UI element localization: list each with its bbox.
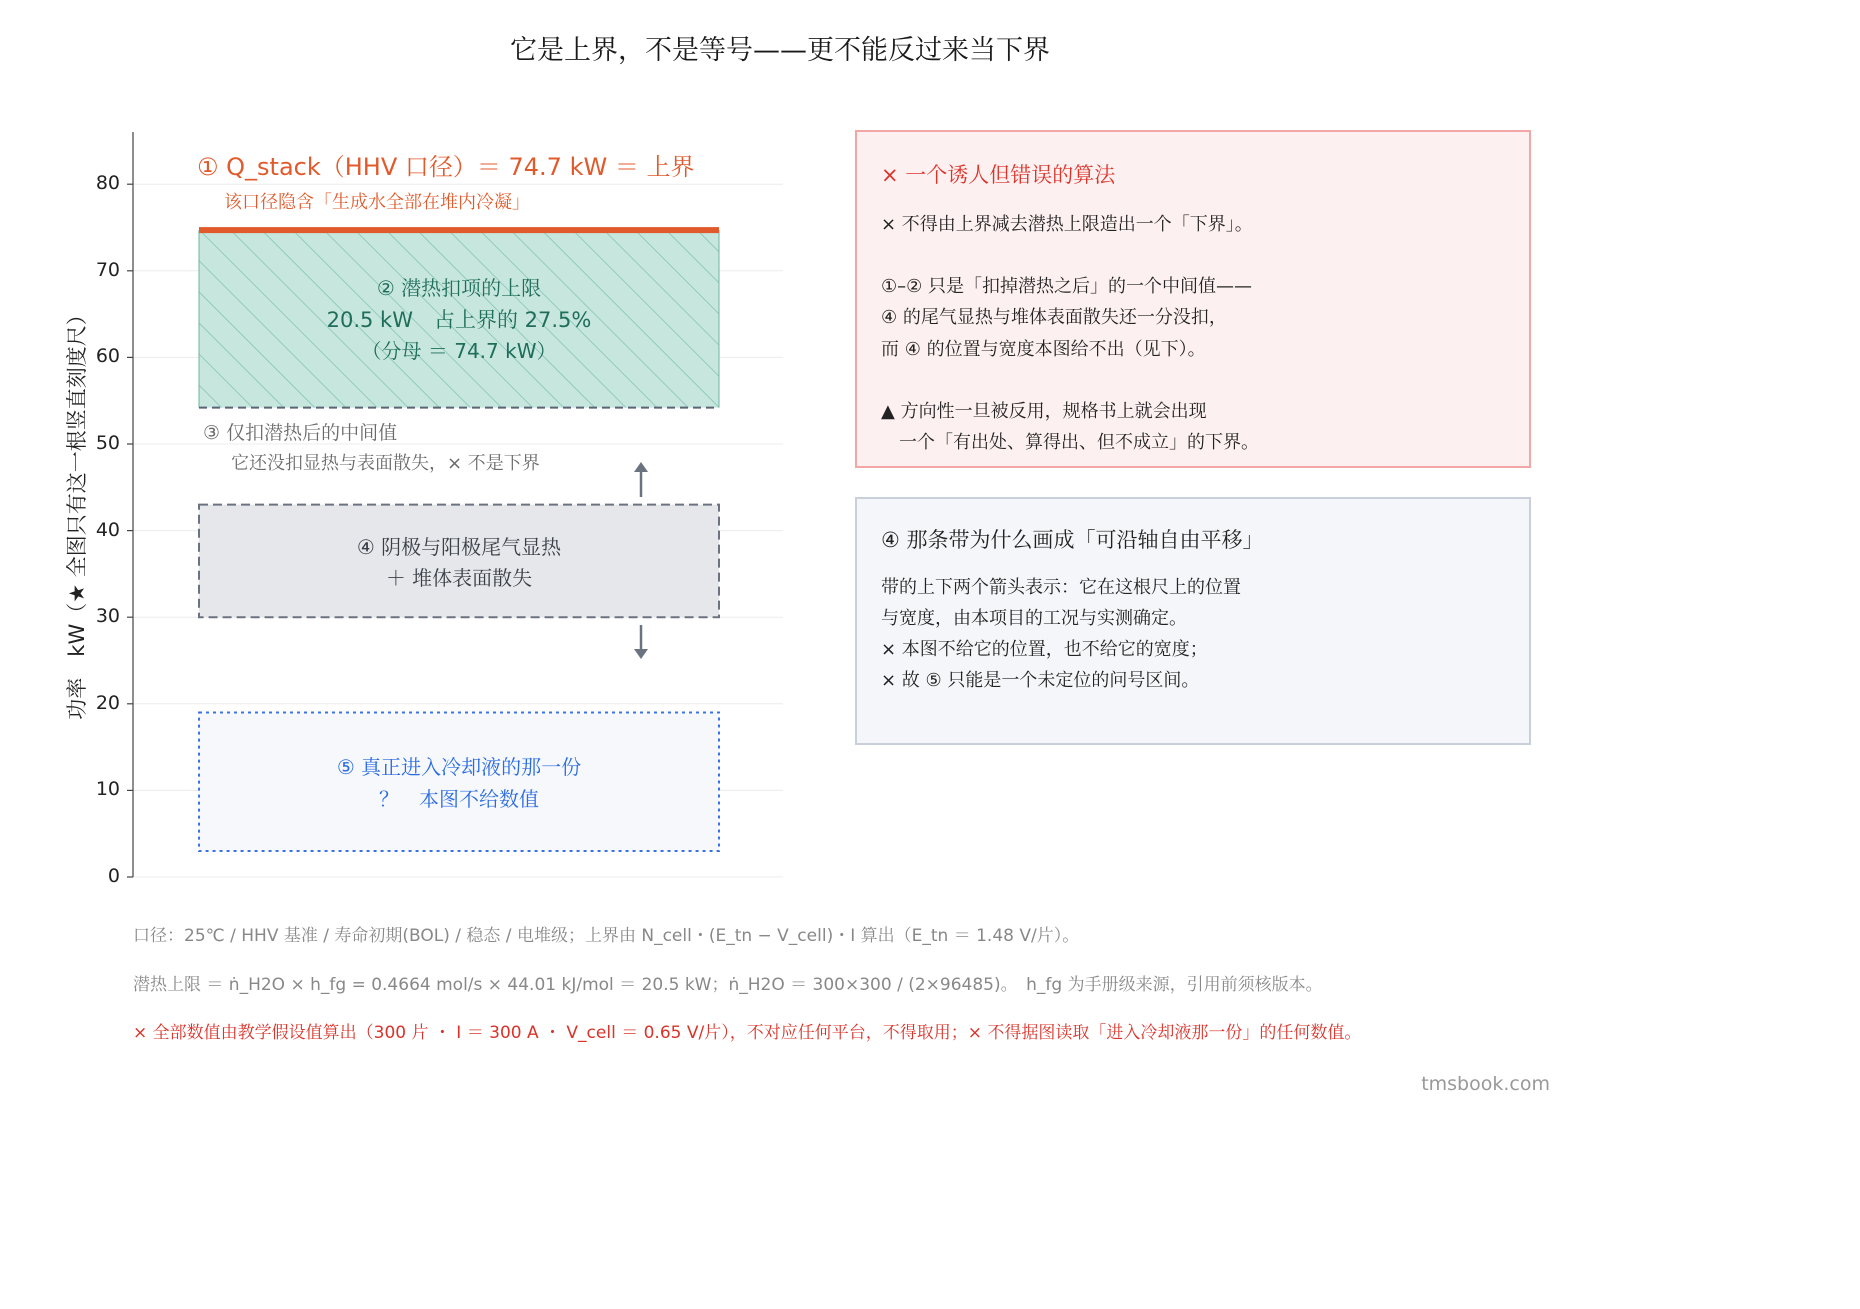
page-title: 它是上界，不是等号——更不能反过来当下界 [510, 35, 1050, 66]
y-tick-label: 30 [95, 605, 120, 628]
upper-bound-bar [199, 227, 719, 233]
warning-line-8: 一个「有出处、算得出、但不成立」的下界。 [881, 432, 1259, 453]
warning-line-4: ④ 的尾气显热与堆体表面散失还一分没扣， [881, 307, 1227, 328]
floating-band [199, 505, 719, 618]
arrow-down-icon [634, 625, 648, 659]
warning-panel-heading: × 一个诱人但错误的算法 [881, 163, 1116, 187]
latent-label-line1: ② 潜热扣项的上限 [376, 276, 542, 300]
y-tick-label: 50 [95, 432, 120, 454]
explanation-line-3: × 本图不给它的位置，也不给它的宽度； [881, 639, 1208, 660]
coolant-label-line1: ⑤ 真正进入冷却液的那一份 [336, 755, 582, 779]
coolant-band [199, 712, 719, 851]
explanation-line-1: 带的上下两个箭头表示：它在这根尺上的位置 [881, 577, 1241, 598]
footer-warning: × 全部数值由教学假设值算出（300 片 ・ I ＝ 300 A ・ V_cell ＝ 0.65 V/片），不对应任何平台，不得取用；× 不得据图读取「进入冷却液那一份」的任何数值。 [133, 1023, 1362, 1043]
y-axis-label: 功率 kW（★ 全图只有这一根竖直刻度尺） [65, 304, 89, 720]
y-tick-label: 60 [95, 345, 120, 368]
latent-label-line2: 20.5 kW 占上界的 27.5% [326, 308, 592, 332]
intermediate-label: ③ 仅扣潜热后的中间值 [203, 422, 398, 444]
warning-line-3: ①–② 只是「扣掉潜热之后」的一个中间值—— [881, 276, 1252, 297]
y-tick-label: 80 [95, 172, 120, 195]
coolant-label-line2: ？ 本图不给数值 [379, 787, 539, 811]
floating-label-line1: ④ 阴极与阳极尾气显热 [356, 535, 562, 559]
warning-line-5: 而 ④ 的位置与宽度本图给不出（见下）。 [881, 339, 1206, 360]
y-tick-label: 0 [107, 865, 120, 887]
floating-label-line2: ＋ 堆体表面散失 [385, 566, 533, 590]
latent-label-line3: （分母 ＝ 74.7 kW） [361, 339, 557, 363]
y-tick-label: 20 [95, 691, 120, 714]
explanation-line-2: 与宽度，由本项目的工况与实测确定。 [881, 608, 1187, 629]
explanation-line-4: × 故 ⑤ 只能是一个未定位的问号区间。 [881, 670, 1200, 691]
upper-bound-sublabel: 该口径隐含「生成水全部在堆内冷凝」 [224, 192, 530, 213]
y-tick-marks [127, 184, 133, 877]
y-tick-label: 70 [95, 258, 120, 281]
footer-note-2: 潜热上限 ＝ ṅ_H2O × h_fg = 0.4664 mol/s × 44.01 kJ/mol ＝ 20.5 kW；ṅ_H2O ＝ 300×300 / (2×96485)。 h_fg 为手册级来源，引用前须核版本。 [133, 975, 1323, 995]
warning-panel [855, 130, 1531, 468]
footer-note-1: 口径：25℃ / HHV 基准 / 寿命初期(BOL) / 稳态 / 电堆级；上界由 N_cell・(E_tn − V_cell)・I 算出（E_tn ＝ 1.48 V/片）。 [133, 926, 1080, 946]
warning-line-7: ▲ 方向性一旦被反用，规格书上就会出现 [881, 401, 1207, 422]
explanation-panel [855, 497, 1531, 745]
upper-bound-label: ① Q_stack（HHV 口径）＝ 74.7 kW ＝ 上界 [197, 153, 695, 181]
y-tick-label: 40 [95, 518, 120, 541]
y-tick-label: 10 [95, 778, 120, 801]
watermark: tmsbook.com [1421, 1073, 1550, 1095]
intermediate-note: 它还没扣显热与表面散失，× 不是下界 [231, 453, 540, 474]
warning-line-1: × 不得由上界减去潜热上限造出一个「下界」。 [881, 214, 1253, 235]
arrow-up-icon [634, 462, 648, 497]
explanation-panel-heading: ④ 那条带为什么画成「可沿轴自由平移」 [881, 528, 1264, 552]
